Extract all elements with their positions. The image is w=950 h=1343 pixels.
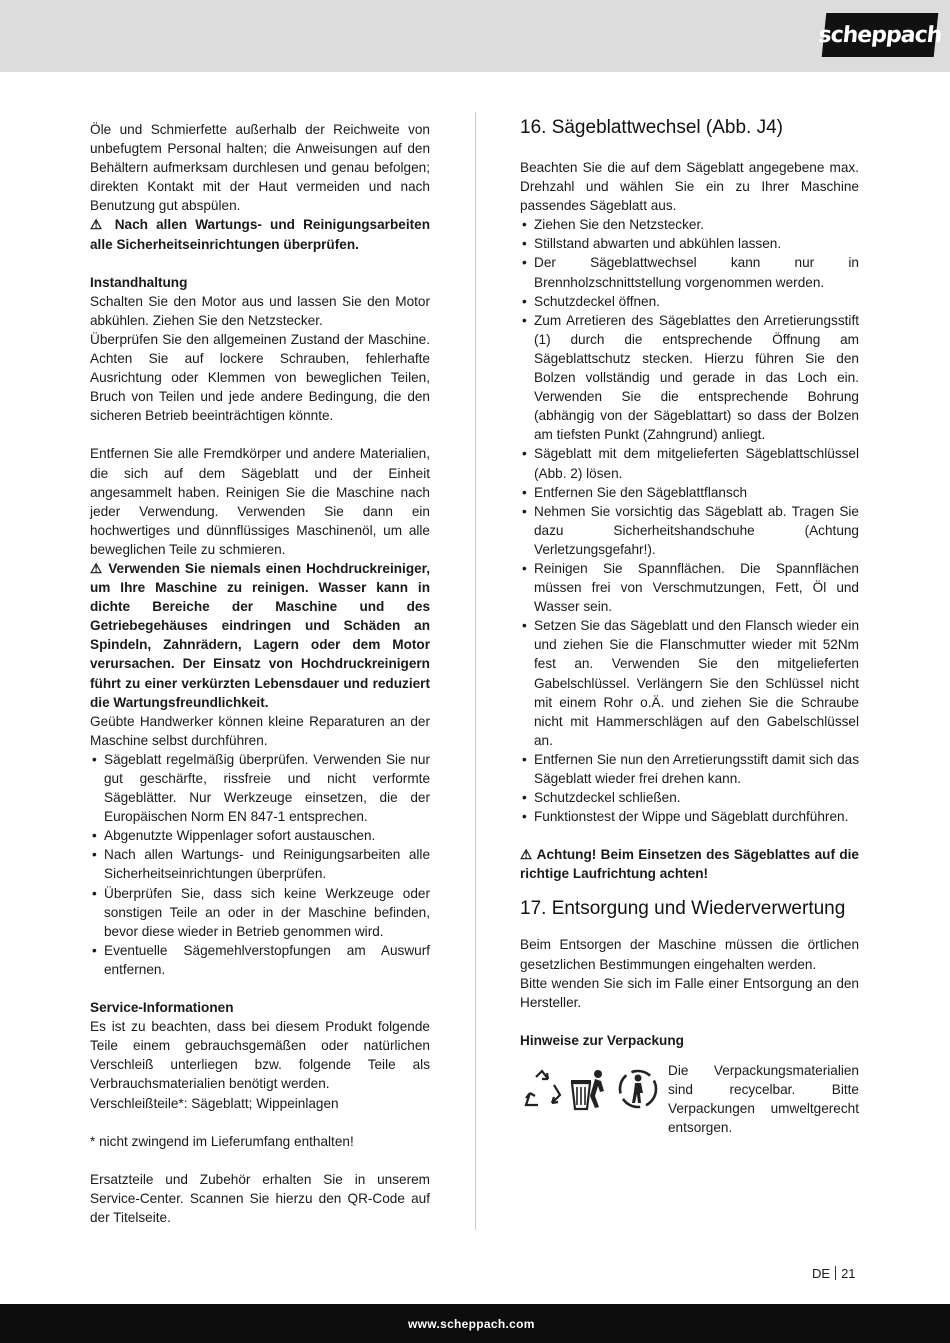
heading-section-16: 16. Sägeblattwechsel (Abb. J4) xyxy=(520,117,783,138)
packaging-icons xyxy=(520,1067,668,1111)
list-item: • Schutzdeckel öffnen. xyxy=(520,292,859,311)
list-item: • Sägeblatt regelmäßig überprüfen. Verwenden Sie nur gut geschärfte, rissfreie und nicht verformte Sägeblätter. Nur Werkzeuge einsetzen, die der Europäischen Norm EN 847-1 entsprechen. xyxy=(90,750,430,826)
list-item: • Nehmen Sie vorsichtig das Sägeblatt ab. Tragen Sie dazu Sicherheitshandschuhe (Achtung Verletzungsgefahr!). xyxy=(520,502,859,559)
oil-paragraph: Öle und Schmierfette außerhalb der Reichweite von unbefugtem Personal halten; die Anweisungen auf den Behältern aufmerksam durchlesen und genau befolgen; direkten Kontakt mit der Haut vermeiden und nach Benutzung gut abspülen. xyxy=(90,122,430,214)
heading-service: Service-Informationen xyxy=(90,1000,234,1016)
list-item: • Reinigen Sie Spannflächen. Die Spannflächen müssen frei von Verschmutzungen, Fett, Öl und Wasser sein. xyxy=(520,559,859,616)
heading-instandhaltung: Instandhaltung xyxy=(90,274,188,290)
list-item: • Entfernen Sie nun den Arretierungsstift damit sich das Sägeblatt wieder frei drehen kann. xyxy=(520,750,859,788)
packaging-text: Die Verpackungsmaterialien sind recycelbar. Bitte Verpackungen umweltgerecht entsorgen. xyxy=(668,1062,859,1136)
header-bar xyxy=(0,0,950,72)
list-item: • Setzen Sie das Sägeblatt und den Flansch wieder ein und ziehen Sie die Flanschmutter wieder mit 52Nm fest an. Verwenden Sie den mitgelieferten Gabelschlüssel. Verlängern Sie den Schlüssel nicht mit einem Rohr o.Ä. und ziehen Sie die Schraube nicht mit Hammerschlägen auf den Gabelschlüssel an. xyxy=(520,616,859,750)
website-link[interactable]: www.scheppach.com xyxy=(408,1317,535,1331)
list-item: • Überprüfen Sie, dass sich keine Werkzeuge oder sonstigen Teile an oder in der Maschine befinden, bevor diese wieder in Betrieb genommen wird. xyxy=(90,884,430,941)
list-item: • Sägeblatt mit dem mitgelieferten Sägeblattschlüssel (Abb. 2) lösen. xyxy=(520,444,859,482)
packaging-block xyxy=(520,1061,859,1137)
list-item: • Entfernen Sie den Sägeblattflansch xyxy=(520,483,859,502)
wear-parts: Verschleißteile*: Sägeblatt; Wippeinlagen xyxy=(90,1095,339,1111)
instandhaltung-p1: Schalten Sie den Motor aus und lassen Sie den Motor abkühlen. Ziehen Sie den Netzstecker. xyxy=(90,293,430,328)
heading-section-17: 17. Entsorgung und Wiederverwertung xyxy=(520,898,846,920)
list-item: • Schutzdeckel schließen. xyxy=(520,788,859,807)
list-item: • Ziehen Sie den Netzstecker. xyxy=(520,215,859,234)
service-paragraph: Es ist zu beachten, dass bei diesem Produkt folgende Teile einem gebrauchsgemäßen oder natürlichen Verschleiß unterliegen bzw. folgende Teile als Verbrauchsmaterialien benötigt werden. xyxy=(90,1019,430,1092)
cleaning-paragraph: Entfernen Sie alle Fremdkörper und andere Materialien, die sich auf dem Sägeblatt und der Einheit angesammelt haben. Reinigen Sie die Maschine nach jeder Verwendung. Verwenden Sie dann ein hochwertiges und dünnflüssiges Maschinenöl, um alle beweglichen Teile zu schmieren. xyxy=(90,446,430,557)
left-column xyxy=(90,120,430,1227)
repairs-paragraph: Geübte Handwerker können kleine Reparaturen an der Maschine selbst durchführen. xyxy=(90,713,430,748)
list-item: • Eventuelle Sägemehlverstopfungen am Auswurf entfernen. xyxy=(90,941,430,979)
heading-packaging: Hinweise zur Verpackung xyxy=(520,1032,684,1048)
recycling-person-icon xyxy=(616,1067,660,1111)
warning-safety-check: ⚠ Nach allen Wartungs- und Reinigungsarbeiten alle Sicherheitseinrichtungen überprüfen. xyxy=(90,217,430,252)
column-divider xyxy=(475,112,476,1230)
page-number xyxy=(812,1266,856,1281)
list-item: • Funktionstest der Wippe und Sägeblatt durchführen. xyxy=(520,807,859,826)
disposal-p2: Bitte wenden Sie sich im Falle einer Entsorgung an den Hersteller. xyxy=(520,975,859,1010)
warning-direction: ⚠ Achtung! Beim Einsetzen des Sägeblattes auf die richtige Laufrichtung achten! xyxy=(520,847,859,882)
blade-intro: Beachten Sie die auf dem Sägeblatt angegebene max. Drehzahl und wählen Sie ein zu Ihrer Maschine passendes Sägeblatt aus. xyxy=(520,160,859,214)
footer-bar xyxy=(0,1304,950,1343)
maintenance-list xyxy=(90,750,430,979)
list-item: • Abgenutzte Wippenlager sofort austauschen. xyxy=(90,826,430,845)
blade-change-list xyxy=(520,215,859,826)
list-item: • Zum Arretieren des Sägeblattes den Arretierungsstift (1) durch die entsprechende Öffnung am Sägeblattschutz stecken. Hierzu führen Sie den Bolzen vollständig und gerade in das Loch ein. Verwenden Sie die entsprechende Bohrung (abhängig von der Sägeblattart) so dass der Bolzen am tiefsten Punkt (Zahngrund) anliegt. xyxy=(520,311,859,445)
page-number-value: 21 xyxy=(841,1266,856,1281)
list-item: • Der Sägeblattwechsel kann nur in Brennholzschnittstellung vorgenommen werden. xyxy=(520,253,859,291)
warning-pressure-washer: ⚠ Verwenden Sie niemals einen Hochdruckreiniger, um Ihre Maschine zu reinigen. Wasser kann in dichte Bereiche der Maschine und des Getriebegehäuses eindringen und Schäden an Spindeln, Zahnrädern, Lagern oder dem Motor verursachen. Der Einsatz von Hochdruckreinigern führt zu einer verkürzten Lebensdauer und reduziert die Wartungsfreundlichkeit. xyxy=(90,560,430,710)
instandhaltung-p2: Überprüfen Sie den allgemeinen Zustand der Maschine. Achten Sie auf lockere Schrauben, fehlerhafte Ausrichtung oder Klemmen von beweglichen Teilen, Bruch von Teilen und jede andere Bedingung, die den sicheren Betrieb beeinträchtigen könnte. xyxy=(90,331,430,424)
trash-bin-icon xyxy=(568,1067,612,1111)
list-item: • Nach allen Wartungs- und Reinigungsarbeiten alle Sicherheitseinrichtungen überprüfen. xyxy=(90,845,430,883)
spare-parts-paragraph: Ersatzteile und Zubehör erhalten Sie in unserem Service-Center. Scannen Sie hierzu den QR-Code auf der Titelseite. xyxy=(90,1171,430,1225)
recycle-icon xyxy=(520,1067,564,1111)
scheppach-logo: scheppach xyxy=(822,13,939,57)
right-column xyxy=(520,158,859,1137)
footnote: * nicht zwingend im Lieferumfang enthalten! xyxy=(90,1133,354,1149)
disposal-p1: Beim Entsorgen der Maschine müssen die örtlichen gesetzlichen Bestimmungen eingehalten werden. xyxy=(520,937,859,972)
list-item: • Stillstand abwarten und abkühlen lassen. xyxy=(520,234,859,253)
language-code: DE xyxy=(812,1266,831,1281)
